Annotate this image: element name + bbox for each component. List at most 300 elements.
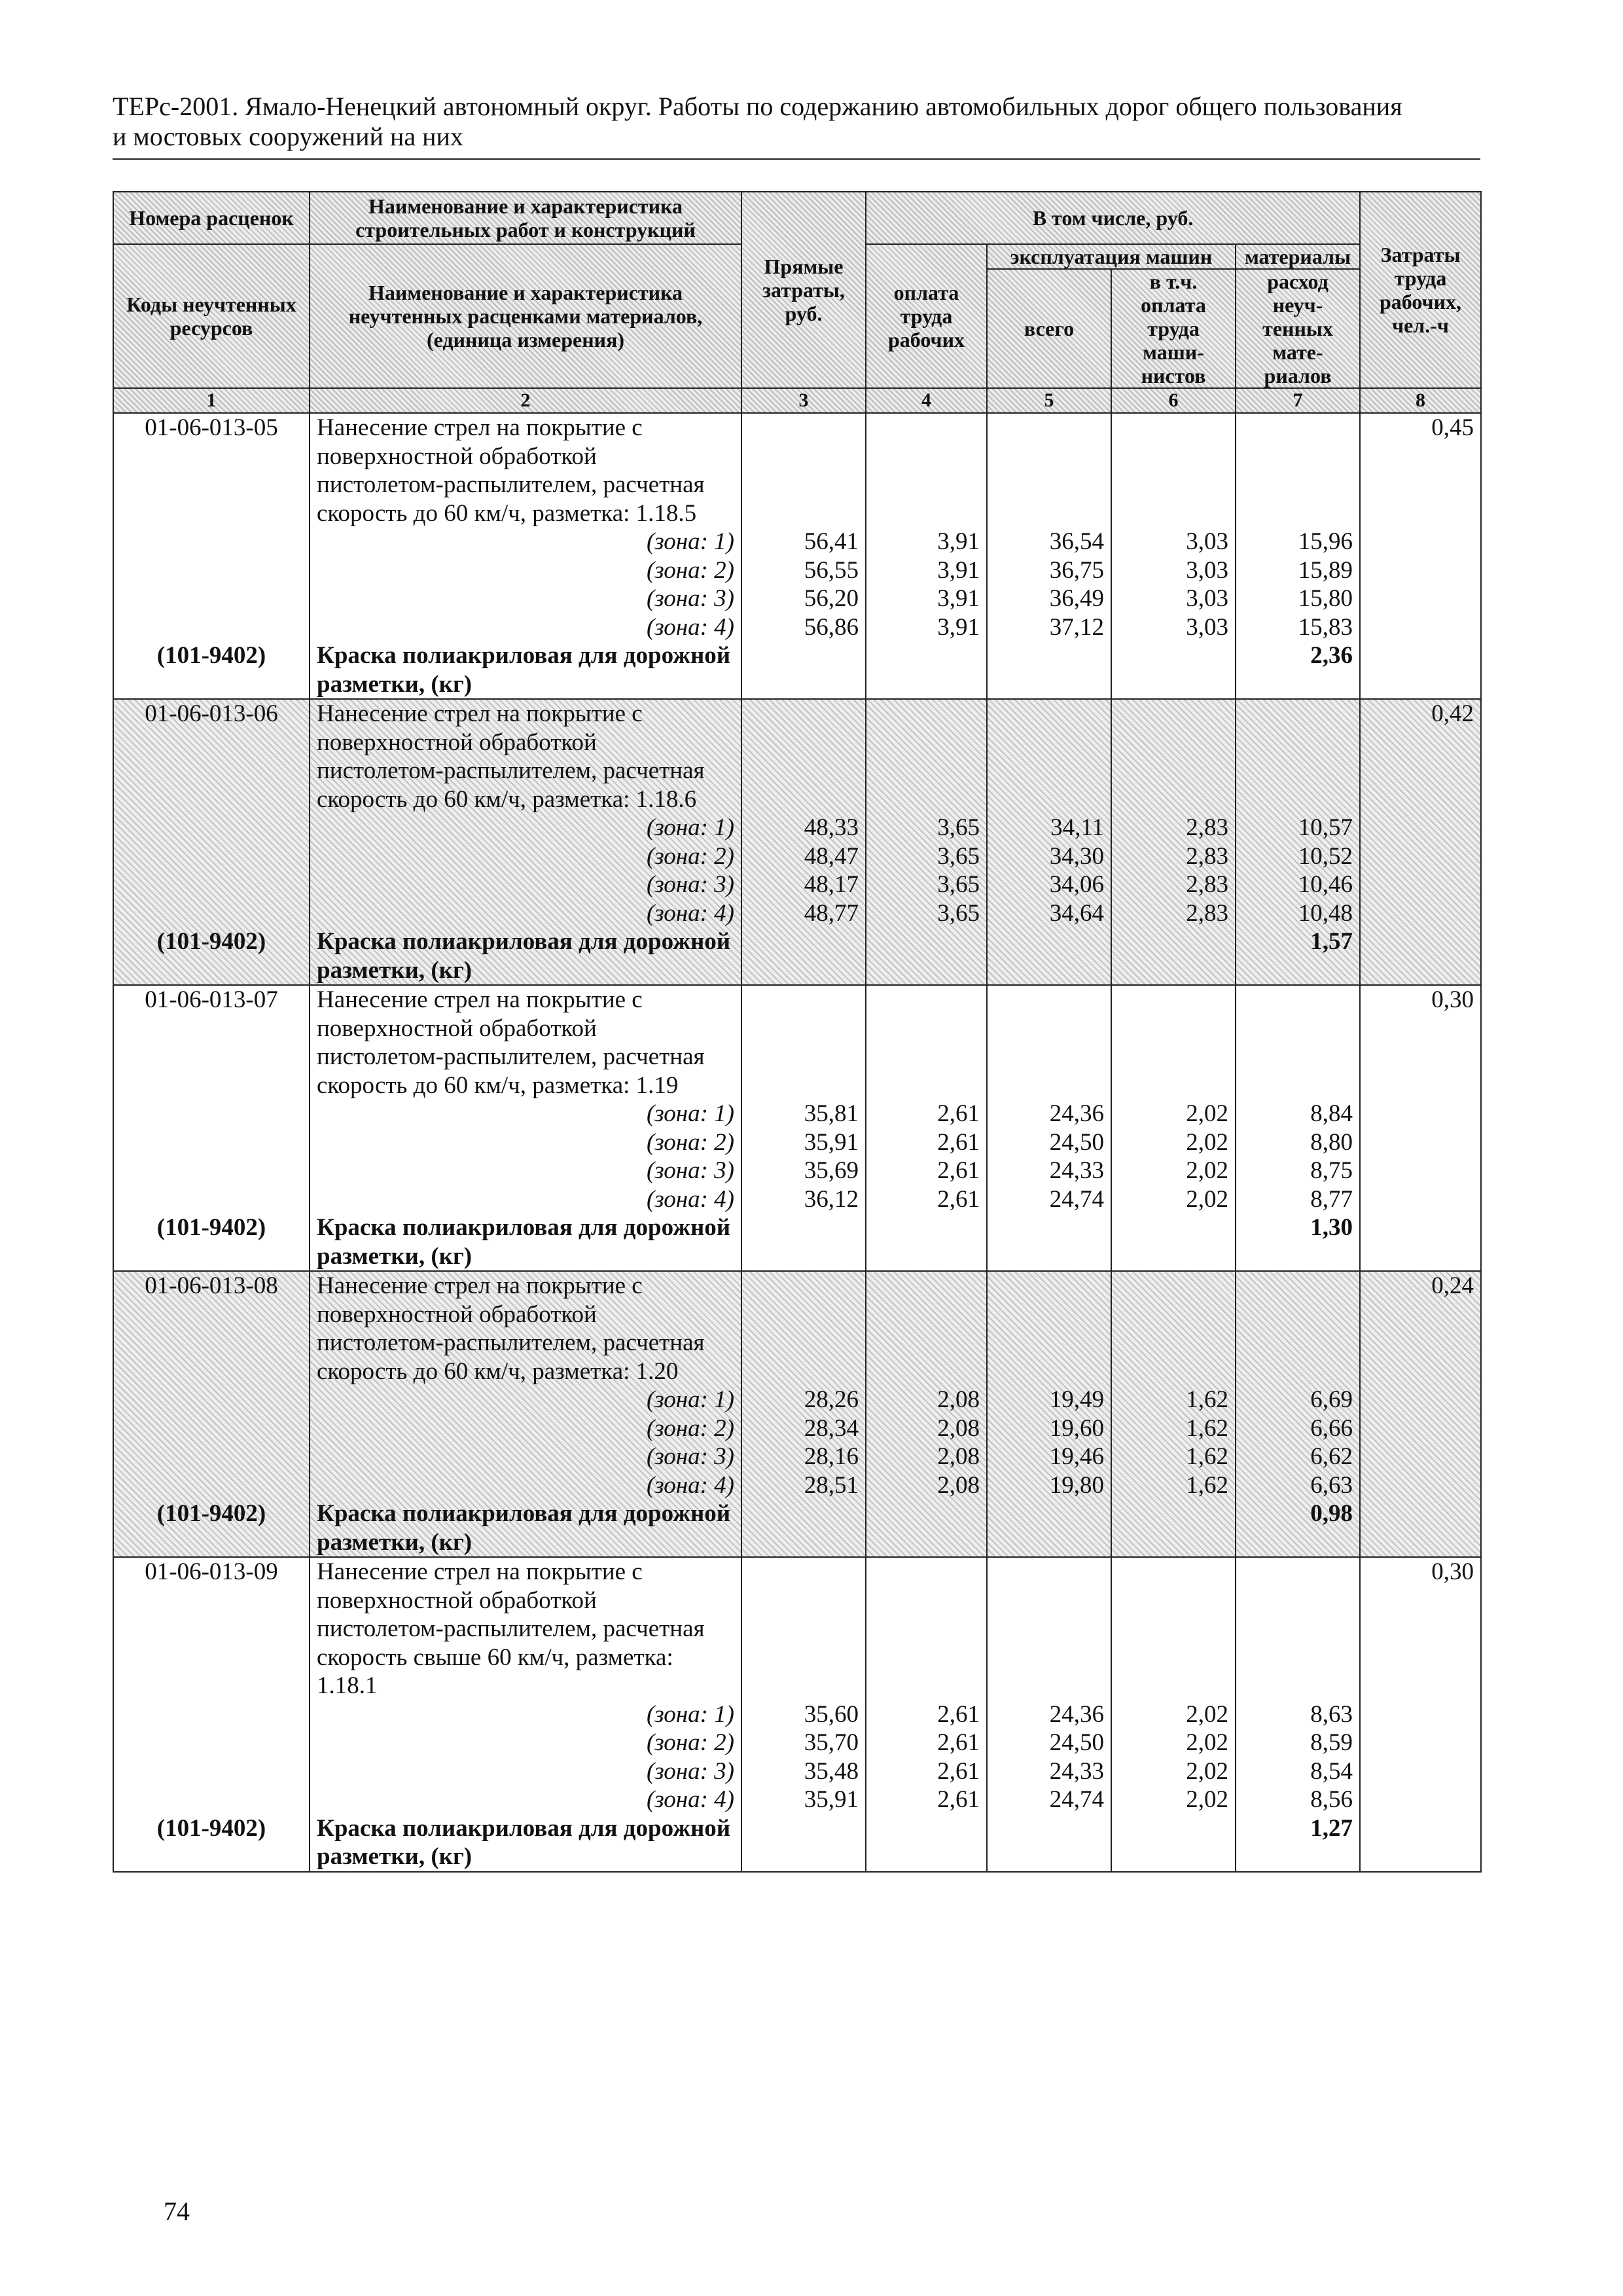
machines-value: 24,36 xyxy=(1049,1100,1104,1127)
blank-line xyxy=(120,1128,302,1157)
rate-code: 01-06-013-07 xyxy=(145,986,278,1013)
blank-line xyxy=(1118,1587,1228,1615)
col1-top-header: Номера расценок xyxy=(113,192,310,244)
operators-value: 2,83 xyxy=(1186,814,1228,841)
resource-quantity: 1,27 xyxy=(1310,1814,1353,1842)
zone-label: (зона: 4) xyxy=(646,1185,734,1213)
col-number: 5 xyxy=(987,388,1111,413)
col-number: 2 xyxy=(310,388,741,413)
blank-line xyxy=(873,986,980,1014)
materials-value: 8,59 xyxy=(1310,1729,1353,1756)
labor-value: 2,61 xyxy=(937,1157,980,1184)
operators-value: 2,02 xyxy=(1186,1700,1228,1728)
blank-line xyxy=(994,471,1104,499)
labor-value: 3,91 xyxy=(937,528,980,555)
zone-label: (зона: 2) xyxy=(646,1414,734,1442)
blank-line xyxy=(120,471,302,499)
blank-line xyxy=(120,1443,302,1471)
blank-line xyxy=(994,442,1104,471)
machines-value: 34,06 xyxy=(1049,871,1104,898)
description-line: пистолетом-распылителем, расчетная xyxy=(317,757,705,784)
labor-value: 2,08 xyxy=(937,1386,980,1413)
labor-hours-cell xyxy=(1360,985,1481,1271)
materials-value: 8,56 xyxy=(1310,1786,1353,1813)
rate-code: 01-06-013-06 xyxy=(145,700,278,727)
col-number: 1 xyxy=(113,388,310,413)
labor-value: 3,91 xyxy=(937,613,980,641)
blank-line xyxy=(873,1587,980,1615)
blank-line xyxy=(120,1071,302,1100)
labor-pay-cell xyxy=(866,413,987,699)
resource-code: (101-9402) xyxy=(156,1214,266,1241)
col-number: 4 xyxy=(866,388,987,413)
blank-line xyxy=(994,1643,1104,1672)
machines-value: 36,54 xyxy=(1049,528,1104,555)
blank-line xyxy=(749,1300,859,1329)
blank-line xyxy=(749,1357,859,1386)
direct-value: 48,33 xyxy=(804,814,859,841)
blank-line xyxy=(1243,700,1353,728)
materials-value: 8,63 xyxy=(1310,1700,1353,1728)
materials-value: 15,96 xyxy=(1298,528,1353,555)
resource-name: Краска полиакриловая для дорожной разметки, (кг) xyxy=(317,642,731,698)
blank-line xyxy=(1243,499,1353,528)
blank-line xyxy=(749,700,859,728)
machines-value: 24,74 xyxy=(1049,1786,1104,1813)
machines-value: 24,50 xyxy=(1049,1128,1104,1156)
labor-hours-cell xyxy=(1360,1271,1481,1557)
blank-line xyxy=(1243,1587,1353,1615)
operators-value: 1,62 xyxy=(1186,1414,1228,1442)
zone-label: (зона: 2) xyxy=(646,1128,734,1156)
direct-value: 35,48 xyxy=(804,1757,859,1785)
labor-value: 3,65 xyxy=(937,871,980,898)
direct-value: 35,70 xyxy=(804,1729,859,1756)
materials-value: 10,57 xyxy=(1298,814,1353,841)
blank-line xyxy=(1118,986,1228,1014)
zone-label: (зона: 3) xyxy=(646,871,734,898)
direct-cost-cell xyxy=(741,985,866,1271)
description-line: поверхностной обработкой xyxy=(317,728,597,756)
blank-line xyxy=(873,1672,980,1700)
blank-line xyxy=(1243,471,1353,499)
blank-line xyxy=(120,1386,302,1414)
blank-line xyxy=(1243,728,1353,757)
blank-line xyxy=(1243,1300,1353,1329)
blank-line xyxy=(1118,442,1228,471)
description-line: Нанесение стрел на покрытие с xyxy=(317,1558,643,1585)
blank-line xyxy=(120,1757,302,1786)
direct-cost-cell xyxy=(741,699,866,985)
resource-quantity: 0,98 xyxy=(1310,1500,1353,1527)
labor-value: 2,61 xyxy=(937,1700,980,1728)
operators-value: 2,83 xyxy=(1186,871,1228,898)
blank-line xyxy=(1243,1329,1353,1357)
machines-header: эксплуатация машин xyxy=(987,244,1236,269)
labor-pay-cell xyxy=(866,1271,987,1557)
col-number: 7 xyxy=(1236,388,1360,413)
col-number: 8 xyxy=(1360,388,1481,413)
description-line: скорость до 60 км/ч, разметка: 1.18.6 xyxy=(317,785,697,813)
rate-code-cell xyxy=(113,413,310,699)
blank-line xyxy=(120,1414,302,1443)
materials-value: 15,89 xyxy=(1298,556,1353,584)
description-line: поверхностной обработкой xyxy=(317,1587,597,1614)
labor-value: 2,08 xyxy=(937,1471,980,1499)
blank-line xyxy=(1243,1615,1353,1643)
labor-hours-value: 0,45 xyxy=(1431,414,1474,441)
machines-value: 24,33 xyxy=(1049,1757,1104,1785)
description-line: Нанесение стрел на покрытие с xyxy=(317,986,643,1013)
materials-cell xyxy=(1236,699,1360,985)
col7-header: расход неуч-тенных мате-риалов xyxy=(1236,269,1360,388)
blank-line xyxy=(873,1643,980,1672)
blank-line xyxy=(1118,499,1228,528)
zone-label: (зона: 3) xyxy=(646,585,734,612)
resource-quantity: 1,57 xyxy=(1310,928,1353,955)
direct-value: 28,16 xyxy=(804,1443,859,1470)
blank-line xyxy=(994,728,1104,757)
machines-value: 24,36 xyxy=(1049,1700,1104,1728)
blank-line xyxy=(120,870,302,899)
col4-header: оплата труда рабочих xyxy=(866,244,987,388)
machines-value: 24,33 xyxy=(1049,1157,1104,1184)
resource-name: Краска полиакриловая для дорожной разметки, (кг) xyxy=(317,1814,731,1870)
blank-line xyxy=(1118,471,1228,499)
labor-hours-cell xyxy=(1360,699,1481,985)
blank-line xyxy=(120,814,302,842)
blank-line xyxy=(994,1043,1104,1071)
direct-value: 56,55 xyxy=(804,556,859,584)
blank-line xyxy=(1243,1272,1353,1300)
zone-label: (зона: 3) xyxy=(646,1157,734,1184)
blank-line xyxy=(1243,1071,1353,1100)
labor-hours-value: 0,24 xyxy=(1431,1272,1474,1299)
blank-line xyxy=(994,1071,1104,1100)
blank-line xyxy=(1118,1643,1228,1672)
blank-line xyxy=(994,1558,1104,1587)
blank-line xyxy=(120,1357,302,1386)
direct-value: 35,60 xyxy=(804,1700,859,1728)
blank-line xyxy=(1243,414,1353,442)
resource-code: (101-9402) xyxy=(156,642,266,669)
operators-value: 1,62 xyxy=(1186,1386,1228,1413)
header-line-2: и мостовых сооружений на них xyxy=(113,122,463,151)
direct-value: 28,34 xyxy=(804,1414,859,1442)
rate-code-cell xyxy=(113,1557,310,1872)
blank-line xyxy=(120,1672,302,1700)
machines-value: 37,12 xyxy=(1049,613,1104,641)
rate-description-cell xyxy=(310,699,741,985)
labor-value: 2,08 xyxy=(937,1414,980,1442)
direct-value: 28,51 xyxy=(804,1471,859,1499)
direct-value: 56,86 xyxy=(804,613,859,641)
operators-pay-cell xyxy=(1111,413,1236,699)
blank-line xyxy=(120,499,302,528)
rate-entry-row xyxy=(113,413,1481,699)
materials-cell xyxy=(1236,413,1360,699)
blank-line xyxy=(749,414,859,442)
blank-line xyxy=(873,757,980,785)
col-number: 3 xyxy=(741,388,866,413)
blank-line xyxy=(120,584,302,613)
labor-value: 2,61 xyxy=(937,1100,980,1127)
rate-code: 01-06-013-09 xyxy=(145,1558,278,1585)
zone-label: (зона: 4) xyxy=(646,1471,734,1499)
blank-line xyxy=(873,1357,980,1386)
blank-line xyxy=(994,986,1104,1014)
blank-line xyxy=(120,899,302,928)
zone-label: (зона: 1) xyxy=(646,1100,734,1127)
rate-description-cell xyxy=(310,1557,741,1872)
blank-line xyxy=(749,785,859,814)
blank-line xyxy=(1118,1014,1228,1043)
materials-value: 8,84 xyxy=(1310,1100,1353,1127)
description-line: поверхностной обработкой xyxy=(317,1300,597,1328)
direct-value: 48,77 xyxy=(804,899,859,927)
labor-hours-cell xyxy=(1360,1557,1481,1872)
blank-line xyxy=(120,556,302,585)
header-line-1: ТЕРс-2001. Ямало-Ненецкий автономный округ. Работы по содержанию автомобильных дорог общего пользования xyxy=(113,92,1402,121)
description-line: пистолетом-распылителем, расчетная xyxy=(317,1043,705,1070)
description-line: Нанесение стрел на покрытие с xyxy=(317,1272,643,1299)
blank-line xyxy=(1118,1329,1228,1357)
operators-value: 2,02 xyxy=(1186,1729,1228,1756)
labor-hours-value: 0,42 xyxy=(1431,700,1474,727)
operators-value: 1,62 xyxy=(1186,1443,1228,1470)
rate-description-cell xyxy=(310,1271,741,1557)
zone-label: (зона: 1) xyxy=(646,1700,734,1728)
blank-line xyxy=(1243,1014,1353,1043)
labor-value: 2,08 xyxy=(937,1443,980,1470)
blank-line xyxy=(120,728,302,757)
resource-quantity: 1,30 xyxy=(1310,1214,1353,1241)
blank-line xyxy=(873,442,980,471)
blank-line xyxy=(994,1672,1104,1700)
direct-cost-cell xyxy=(741,1271,866,1557)
labor-value: 2,61 xyxy=(937,1128,980,1156)
blank-line xyxy=(994,1587,1104,1615)
labor-pay-cell xyxy=(866,985,987,1271)
zone-label: (зона: 1) xyxy=(646,814,734,841)
direct-value: 56,20 xyxy=(804,585,859,612)
direct-cost-cell xyxy=(741,1557,866,1872)
labor-value: 2,61 xyxy=(937,1786,980,1813)
blank-line xyxy=(749,1043,859,1071)
resource-code: (101-9402) xyxy=(156,1500,266,1527)
zone-label: (зона: 2) xyxy=(646,1729,734,1756)
operators-value: 3,03 xyxy=(1186,585,1228,612)
blank-line xyxy=(994,757,1104,785)
zone-label: (зона: 2) xyxy=(646,556,734,584)
blank-line xyxy=(994,1329,1104,1357)
blank-line xyxy=(873,1071,980,1100)
blank-line xyxy=(120,842,302,871)
materials-value: 10,48 xyxy=(1298,899,1353,927)
materials-cell xyxy=(1236,1271,1360,1557)
description-line: пистолетом-распылителем, расчетная xyxy=(317,1329,705,1356)
description-line: 1.18.1 xyxy=(317,1672,378,1699)
blank-line xyxy=(873,1272,980,1300)
blank-line xyxy=(873,1558,980,1587)
materials-value: 10,46 xyxy=(1298,871,1353,898)
blank-line xyxy=(749,1329,859,1357)
blank-line xyxy=(749,728,859,757)
blank-line xyxy=(120,1043,302,1071)
direct-value: 35,91 xyxy=(804,1128,859,1156)
blank-line xyxy=(1243,1558,1353,1587)
blank-line xyxy=(873,499,980,528)
description-line: Нанесение стрел на покрытие с xyxy=(317,700,643,727)
blank-line xyxy=(994,700,1104,728)
operators-value: 2,02 xyxy=(1186,1128,1228,1156)
blank-line xyxy=(873,1615,980,1643)
blank-line xyxy=(120,1643,302,1672)
blank-line xyxy=(120,1014,302,1043)
zone-label: (зона: 2) xyxy=(646,842,734,870)
blank-line xyxy=(120,1615,302,1643)
blank-line xyxy=(1243,1672,1353,1700)
machines-total-cell xyxy=(987,985,1111,1271)
blank-line xyxy=(120,1185,302,1214)
resource-name: Краска полиакриловая для дорожной разметки, (кг) xyxy=(317,1214,731,1270)
rate-description-cell xyxy=(310,413,741,699)
col2-bottom-header: Наименование и характеристика неучтенных расценками материалов, (единица измерения) xyxy=(310,244,741,388)
materials-value: 8,80 xyxy=(1310,1128,1353,1156)
blank-line xyxy=(873,1329,980,1357)
blank-line xyxy=(120,1471,302,1500)
resource-quantity: 2,36 xyxy=(1310,642,1353,669)
blank-line xyxy=(120,442,302,471)
blank-line xyxy=(120,1157,302,1185)
zone-label: (зона: 4) xyxy=(646,613,734,641)
rate-entry-row xyxy=(113,1271,1481,1557)
rate-entry-row xyxy=(113,1557,1481,1872)
blank-line xyxy=(994,1014,1104,1043)
rate-description-cell xyxy=(310,985,741,1271)
blank-line xyxy=(994,499,1104,528)
labor-value: 3,91 xyxy=(937,556,980,584)
blank-line xyxy=(1118,1071,1228,1100)
blank-line xyxy=(120,1100,302,1128)
direct-value: 35,69 xyxy=(804,1157,859,1184)
materials-value: 6,62 xyxy=(1310,1443,1353,1470)
description-line: скорость до 60 км/ч, разметка: 1.18.5 xyxy=(317,499,697,527)
resource-code: (101-9402) xyxy=(156,1814,266,1842)
rate-code: 01-06-013-05 xyxy=(145,414,278,441)
machines-value: 19,80 xyxy=(1049,1471,1104,1499)
blank-line xyxy=(1243,757,1353,785)
operators-pay-cell xyxy=(1111,1271,1236,1557)
blank-line xyxy=(120,785,302,814)
machines-total-cell xyxy=(987,1557,1111,1872)
blank-line xyxy=(873,728,980,757)
blank-line xyxy=(120,1729,302,1757)
incl-header: В том числе, руб. xyxy=(866,192,1360,244)
blank-line xyxy=(1118,785,1228,814)
description-line: пистолетом-распылителем, расчетная xyxy=(317,1615,705,1642)
machines-value: 19,49 xyxy=(1049,1386,1104,1413)
header-rule xyxy=(113,158,1480,160)
labor-hours-value: 0,30 xyxy=(1431,1558,1474,1585)
machines-value: 19,60 xyxy=(1049,1414,1104,1442)
direct-value: 48,17 xyxy=(804,871,859,898)
machines-value: 36,75 xyxy=(1049,556,1104,584)
blank-line xyxy=(749,1672,859,1700)
blank-line xyxy=(749,1643,859,1672)
operators-pay-cell xyxy=(1111,699,1236,985)
labor-value: 3,65 xyxy=(937,814,980,841)
blank-line xyxy=(1243,785,1353,814)
blank-line xyxy=(873,785,980,814)
blank-line xyxy=(120,1785,302,1814)
rate-code-cell xyxy=(113,699,310,985)
operators-value: 2,02 xyxy=(1186,1100,1228,1127)
machines-value: 36,49 xyxy=(1049,585,1104,612)
materials-value: 8,75 xyxy=(1310,1157,1353,1184)
rate-code-cell xyxy=(113,1271,310,1557)
machines-value: 24,50 xyxy=(1049,1729,1104,1756)
blank-line xyxy=(994,785,1104,814)
operators-value: 2,02 xyxy=(1186,1757,1228,1785)
blank-line xyxy=(1118,757,1228,785)
blank-line xyxy=(994,1300,1104,1329)
col1-bottom-header: Коды неучтенных ресурсов xyxy=(113,244,310,388)
zone-label: (зона: 4) xyxy=(646,899,734,927)
blank-line xyxy=(873,700,980,728)
blank-line xyxy=(994,414,1104,442)
rate-code: 01-06-013-08 xyxy=(145,1272,278,1299)
materials-value: 15,80 xyxy=(1298,585,1353,612)
operators-value: 2,83 xyxy=(1186,899,1228,927)
operators-value: 2,02 xyxy=(1186,1157,1228,1184)
machines-value: 24,74 xyxy=(1049,1185,1104,1213)
blank-line xyxy=(873,414,980,442)
operators-value: 3,03 xyxy=(1186,613,1228,641)
blank-line xyxy=(1118,1357,1228,1386)
col2-top-header: Наименование и характеристика строительных работ и конструкций xyxy=(310,192,741,244)
resource-name: Краска полиакриловая для дорожной разметки, (кг) xyxy=(317,1500,731,1556)
zone-label: (зона: 4) xyxy=(646,1786,734,1813)
blank-line xyxy=(1243,1357,1353,1386)
labor-value: 3,91 xyxy=(937,585,980,612)
blank-line xyxy=(1118,1300,1228,1329)
machines-value: 34,30 xyxy=(1049,842,1104,870)
machines-value: 34,64 xyxy=(1049,899,1104,927)
operators-pay-cell xyxy=(1111,1557,1236,1872)
operators-value: 2,83 xyxy=(1186,842,1228,870)
blank-line xyxy=(1243,986,1353,1014)
blank-line xyxy=(1118,700,1228,728)
operators-value: 3,03 xyxy=(1186,528,1228,555)
labor-value: 2,61 xyxy=(937,1729,980,1756)
machines-value: 19,46 xyxy=(1049,1443,1104,1470)
blank-line xyxy=(749,1014,859,1043)
description-line: Нанесение стрел на покрытие с xyxy=(317,414,643,441)
labor-value: 2,61 xyxy=(937,1185,980,1213)
zone-label: (зона: 3) xyxy=(646,1443,734,1470)
rate-code-cell xyxy=(113,985,310,1271)
blank-line xyxy=(1243,442,1353,471)
materials-value: 6,69 xyxy=(1310,1386,1353,1413)
blank-line xyxy=(1118,1272,1228,1300)
materials-cell xyxy=(1236,985,1360,1271)
materials-cell xyxy=(1236,1557,1360,1872)
blank-line xyxy=(873,1043,980,1071)
blank-line xyxy=(749,499,859,528)
rates-table xyxy=(113,191,1482,1873)
blank-line xyxy=(120,1700,302,1729)
